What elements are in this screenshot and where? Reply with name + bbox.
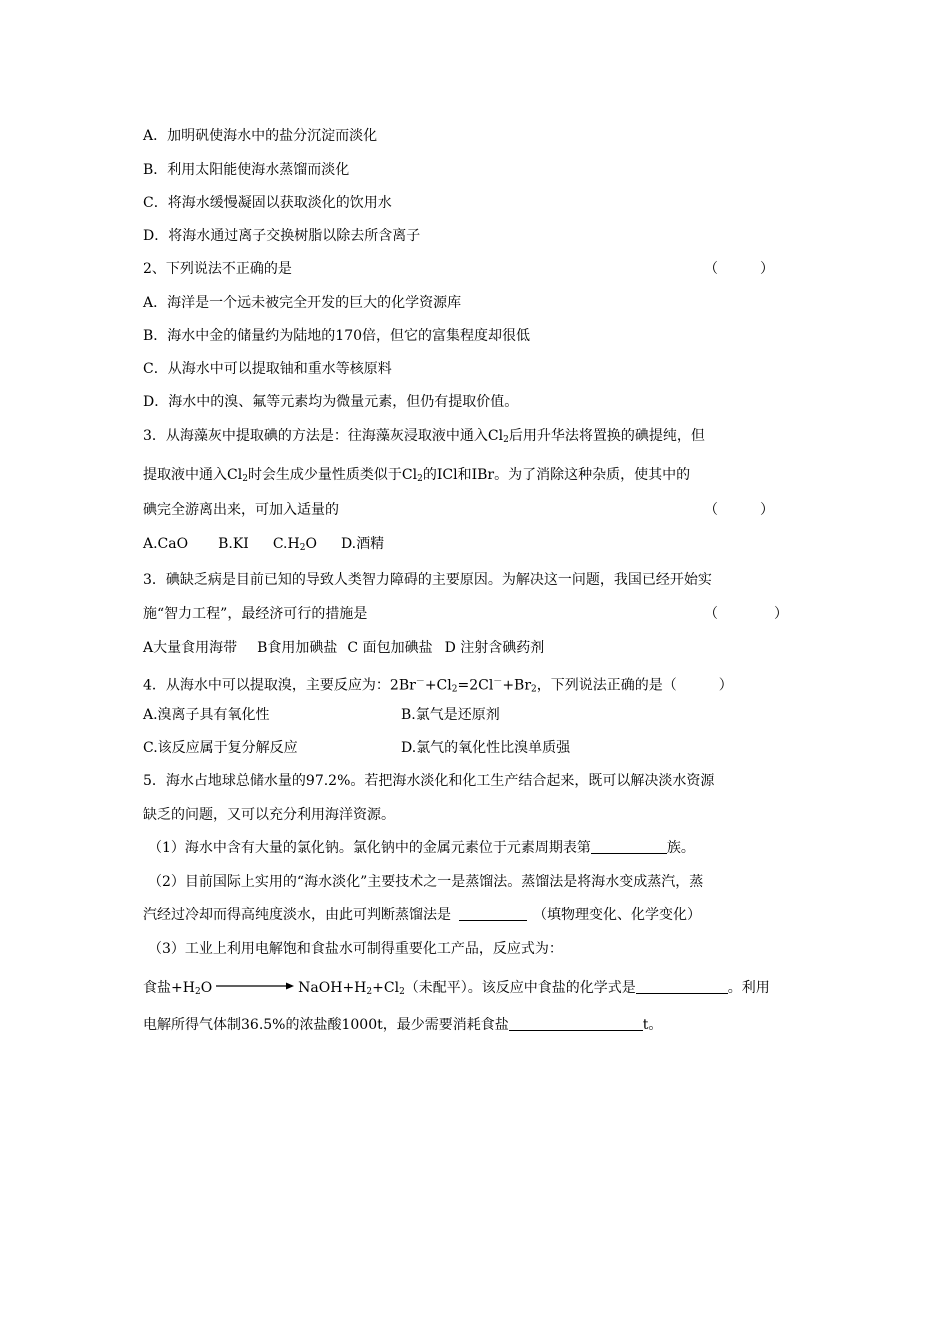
q5-last-suffix: t。 xyxy=(642,1017,663,1033)
q5-eq-left2: O xyxy=(200,980,213,996)
q5-line-2: 缺乏的问题，又可以充分利用海洋资源。 xyxy=(143,807,395,823)
q3b-line-1: 3．碘缺乏病是目前已知的导致人类智力障碍的主要原因。为解决这一问题，我国已经开始实 xyxy=(143,572,712,588)
q3a-l2-text: 提取液中通入Cl xyxy=(143,467,243,483)
q3a-l1-text: 3．从海藻灰中提取碘的方法是：往海藻灰浸取液中通入Cl xyxy=(143,428,504,444)
q5-eq-left: 食盐+H xyxy=(143,980,195,996)
q3a-option-c-text: C.H xyxy=(272,536,300,552)
q2-answer-paren: （ ） xyxy=(704,261,774,277)
q3a-options xyxy=(143,532,813,556)
q3a-line-3 xyxy=(143,498,813,522)
q4-sub-1: 2 xyxy=(451,684,458,695)
q5-part-2-line-2 xyxy=(143,903,813,927)
q5-part-2-suffix: （填物理变化、化学变化） xyxy=(533,907,701,923)
q3a-l2-sub2: 2 xyxy=(417,474,423,484)
q3a-l2-text3: 的ICl和IBr。为了消除这种杂质，使其中的 xyxy=(422,467,691,483)
q3b-options xyxy=(143,636,813,660)
q5-part-1-suffix: 族。 xyxy=(666,840,695,856)
q3a-l1-sub: 2 xyxy=(503,435,509,445)
q3b-option-b: B食用加碘盐 xyxy=(257,640,338,656)
q3a-l2-text2: 时会生成少量性质类似于Cl xyxy=(247,467,418,483)
q2-option-b: B．海水中金的储量约为陆地的170倍，但它的富集程度却很低 xyxy=(143,328,531,344)
q5-eq-right-2: +Cl xyxy=(372,980,400,996)
q2-stem-text: 2、下列说法不正确的是 xyxy=(143,261,292,277)
q3a-answer-paren: （ ） xyxy=(704,502,774,518)
q3b-line-2 xyxy=(143,602,813,626)
q5-part-1-text: （1）海水中含有大量的氯化钠。氯化钠中的金属元素位于元素周期表第 xyxy=(148,840,591,856)
q4-option-d: D.氯气的氧化性比溴单质强 xyxy=(401,740,571,756)
q1-option-b: B．利用太阳能使海水蒸馏而淡化 xyxy=(143,162,350,178)
q1-option-d: D．将海水通过离子交换树脂以除去所含离子 xyxy=(143,228,421,244)
q3a-option-d: D.酒精 xyxy=(340,536,385,552)
q3a-line-2 xyxy=(143,463,813,487)
q2-option-c: C．从海水中可以提取铀和重水等核原料 xyxy=(143,361,392,377)
q4-text-3: =2Cl xyxy=(457,677,494,694)
q3a-option-a: A.CaO xyxy=(143,536,189,552)
q5-part-1-blank[interactable] xyxy=(591,837,667,854)
q3a-l2-sub1: 2 xyxy=(242,474,248,484)
q5-part-2-blank[interactable] xyxy=(459,904,527,921)
q4-option-b: B.氯气是还原剂 xyxy=(401,707,500,723)
q5-formula-blank[interactable] xyxy=(636,977,728,994)
q4-option-a: A.溴离子具有氧化性 xyxy=(143,707,270,723)
q1-option-a: A．加明矾使海水中的盐分沉淀而淡化 xyxy=(143,128,378,144)
q5-eq-left-sub: 2 xyxy=(194,987,201,997)
q3b-answer-paren: （ ） xyxy=(704,606,788,622)
q5-part-2-line-1: （2）目前国际上实用的“海水淡化”主要技术之一是蒸馏法。蒸馏法是将海水变成蒸汽，蒸 xyxy=(148,874,704,890)
q5-eq-right-sub2: 2 xyxy=(399,987,405,997)
q3a-option-c-sub: 2 xyxy=(299,543,306,553)
q5-line-1: 5．海水占地球总储水量的97.2%。若把海水淡化和化工生产结合起来，既可以解决淡水资源 xyxy=(143,773,715,789)
q3a-option-c-text2: O xyxy=(305,536,317,552)
q4-options-row-2 xyxy=(143,736,813,760)
q3a-option-c xyxy=(273,536,317,552)
q5-eq-right-sub1: 2 xyxy=(366,987,373,997)
q4-text-1: 4．从海水中可以提取溴，主要反应为：2Br xyxy=(143,677,416,694)
q1-option-c: C．将海水缓慢凝固以获取淡化的饮用水 xyxy=(143,195,392,211)
q3a-line-1 xyxy=(143,424,813,448)
reaction-arrow-icon xyxy=(216,975,294,985)
q2-stem xyxy=(143,257,813,281)
q3b-option-a: A大量食用海带 xyxy=(143,640,238,656)
q4-text-4: +Br xyxy=(502,677,532,694)
q3b-option-d: D 注射含碘药剂 xyxy=(444,640,545,656)
q3a-l1-text2: 后用升华法将置换的碘提纯，但 xyxy=(508,428,705,444)
q3a-l3-text: 碘完全游离出来，可加入适量的 xyxy=(143,502,339,518)
q3b-l2-text: 施“智力工程”，最经济可行的措施是 xyxy=(143,606,368,622)
q5-part-1 xyxy=(148,836,818,860)
q5-eq-right-3: （未配平）。该反应中食盐的化学式是 xyxy=(404,980,636,996)
q2-option-a: A．海洋是一个远未被完全开发的巨大的化学资源库 xyxy=(143,295,462,311)
q5-eq-right-4: 。利用 xyxy=(727,980,770,996)
q5-equation-line xyxy=(143,975,813,999)
q4-text-5: ，下列说法正确的是（ ） xyxy=(536,677,733,694)
q5-salt-blank[interactable] xyxy=(509,1014,643,1031)
q4-sup-2: － xyxy=(493,677,503,687)
q4-option-c: C.该反应属于复分解反应 xyxy=(143,740,298,756)
q5-part-2-text: 汽经过冷却而得高纯度淡水，由此可判断蒸馏法是 xyxy=(143,907,451,923)
q4-text-2: +Cl xyxy=(424,677,452,694)
q5-part-3: （3）工业上利用电解饱和食盐水可制得重要化工产品，反应式为： xyxy=(148,941,563,957)
q5-last-text: 电解所得气体制36.5%的浓盐酸1000t，最少需要消耗食盐 xyxy=(143,1017,509,1033)
q3b-option-c: C 面包加碘盐 xyxy=(347,640,433,656)
q4-stem xyxy=(143,670,813,694)
q2-option-d: D．海水中的溴、氟等元素均为微量元素，但仍有提取价值。 xyxy=(143,394,519,410)
q5-last-line xyxy=(143,1013,813,1037)
q4-options-row-1 xyxy=(143,703,813,727)
q4-sub-2: 2 xyxy=(531,684,537,695)
q3a-option-b: B.KI xyxy=(218,536,249,552)
q4-sup-1: － xyxy=(415,677,425,687)
q5-eq-right-1: NaOH+H xyxy=(298,980,367,996)
